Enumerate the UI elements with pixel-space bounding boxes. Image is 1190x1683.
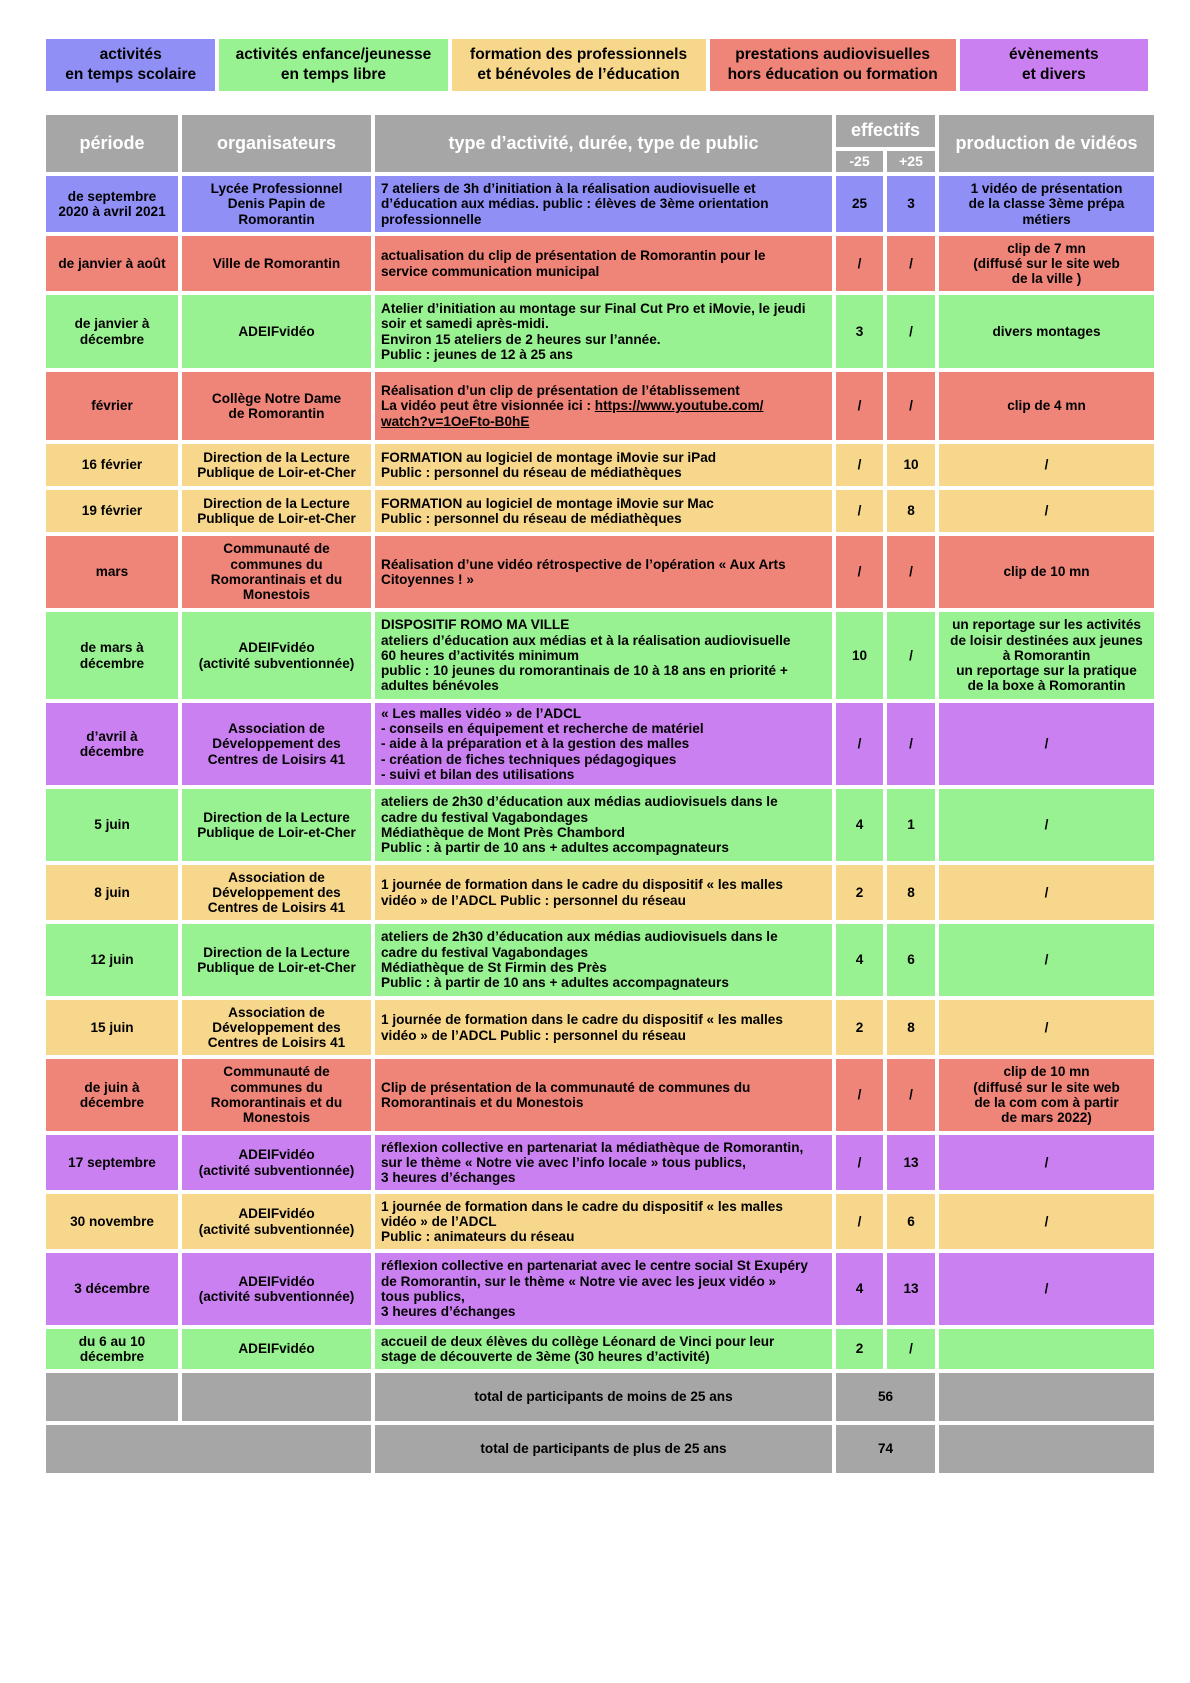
video-production-cell: / (939, 1000, 1154, 1055)
table-row (46, 612, 1154, 699)
period-cell: de mars à décembre (46, 612, 178, 699)
total-row-over-25 (46, 1425, 1154, 1473)
period-cell: 8 juin (46, 865, 178, 920)
organizer-cell: ADEIFvidéo (activité subventionnée) (182, 1194, 371, 1249)
over-25-count-cell: / (887, 703, 935, 785)
organizer-cell: Direction de la Lecture Publique de Loir-et-Cher (182, 789, 371, 861)
video-production-cell: / (939, 1135, 1154, 1190)
table-row (46, 1135, 1154, 1190)
under-25-count-cell: / (836, 703, 883, 785)
over-25-count-cell: 8 (887, 865, 935, 920)
activity-type-cell: FORMATION au logiciel de montage iMovie sur Mac Public : personnel du réseau de médiathèques (375, 490, 832, 532)
period-cell: du 6 au 10 décembre (46, 1329, 178, 1369)
period-cell: de janvier à décembre (46, 295, 178, 368)
legend-item-youth: activités enfance/jeunesse en temps libre (219, 39, 447, 91)
organizer-cell: ADEIFvidéo (activité subventionnée) (182, 1135, 371, 1190)
under-25-count-cell: / (836, 236, 883, 291)
over-25-count-cell: / (887, 1329, 935, 1369)
under-25-count-cell: / (836, 1059, 883, 1131)
video-production-cell: 1 vidéo de présentation de la classe 3ème prépa métiers (939, 176, 1154, 232)
video-production-cell: un reportage sur les activités de loisir destinées aux jeunes à Romorantin un reportage sur la pratique de la boxe à Romorantin (939, 612, 1154, 699)
over-25-count-cell: / (887, 295, 935, 368)
video-production-cell: / (939, 924, 1154, 996)
over-25-count-cell: 13 (887, 1253, 935, 1325)
total-over-25-value: 74 (836, 1425, 935, 1473)
over-25-count-cell: 6 (887, 924, 935, 996)
table-row (46, 1059, 1154, 1131)
activity-type-cell: FORMATION au logiciel de montage iMovie sur iPad Public : personnel du réseau de médiathèques (375, 444, 832, 486)
over-25-count-cell: 1 (887, 789, 935, 861)
under-25-count-cell: 2 (836, 865, 883, 920)
organizer-cell: Communauté de communes du Romorantinais et du Monestois (182, 536, 371, 608)
under-25-count-cell: / (836, 1135, 883, 1190)
video-production-cell: divers montages (939, 295, 1154, 368)
table-row (46, 865, 1154, 920)
over-25-count-cell: 13 (887, 1135, 935, 1190)
video-production-cell (939, 1329, 1154, 1369)
under-25-count-cell: 10 (836, 612, 883, 699)
table-row (46, 789, 1154, 861)
total-under-25-value: 56 (836, 1373, 935, 1421)
under-25-count-cell: / (836, 536, 883, 608)
activity-rows (46, 176, 1154, 1369)
table-row (46, 703, 1154, 785)
video-production-cell: / (939, 444, 1154, 486)
activity-type-cell: 1 journée de formation dans le cadre du dispositif « les malles vidéo » de l’ADCL Public : personnel du réseau (375, 1000, 832, 1055)
period-cell: février (46, 372, 178, 440)
period-cell: 12 juin (46, 924, 178, 996)
col-header-period: période (46, 115, 178, 172)
activity-table (42, 111, 1158, 1477)
video-production-cell: / (939, 865, 1154, 920)
under-25-count-cell: 4 (836, 789, 883, 861)
under-25-count-cell: / (836, 1194, 883, 1249)
over-25-count-cell: / (887, 612, 935, 699)
activity-type-cell: 7 ateliers de 3h d’initiation à la réalisation audiovisuelle et d’éducation aux médias. public : élèves de 3ème orientation professionnelle (375, 176, 832, 232)
activity-type-cell: Réalisation d’un clip de présentation de l’établissement La vidéo peut être visionnée ici : https://www.youtube.com/ watch?v=1OeFto-B0hE (375, 372, 832, 440)
legend-item-school: activités en temps scolaire (46, 39, 215, 91)
activity-type-cell: ateliers de 2h30 d’éducation aux médias audiovisuels dans le cadre du festival Vagabondages Médiathèque de Mont Près Chambord Public : à partir de 10 ans + adultes accompagnateurs (375, 789, 832, 861)
table-row (46, 295, 1154, 368)
period-cell: de septembre 2020 à avril 2021 (46, 176, 178, 232)
period-cell: 19 février (46, 490, 178, 532)
video-production-cell: / (939, 789, 1154, 861)
over-25-count-cell: / (887, 536, 935, 608)
organizer-cell: ADEIFvidéo (activité subventionnée) (182, 1253, 371, 1325)
activity-type-cell: Réalisation d’une vidéo rétrospective de l’opération « Aux Arts Citoyennes ! » (375, 536, 832, 608)
period-cell: d’avril à décembre (46, 703, 178, 785)
period-cell: de juin à décembre (46, 1059, 178, 1131)
video-production-cell: / (939, 1194, 1154, 1249)
video-production-cell: / (939, 490, 1154, 532)
total-row-under-25 (46, 1373, 1154, 1421)
over-25-count-cell: / (887, 372, 935, 440)
activity-type-cell: Atelier d’initiation au montage sur Final Cut Pro et iMovie, le jeudi soir et samedi après-midi. Environ 15 ateliers de 2 heures sur l’année. Public : jeunes de 12 à 25 ans (375, 295, 832, 368)
organizer-cell: Direction de la Lecture Publique de Loir-et-Cher (182, 490, 371, 532)
over-25-count-cell: 10 (887, 444, 935, 486)
video-link[interactable]: https://www.youtube.com/ watch?v=1OeFto-B0hE (381, 398, 764, 429)
col-header-video-production: production de vidéos (939, 115, 1154, 172)
over-25-count-cell: 6 (887, 1194, 935, 1249)
under-25-count-cell: 2 (836, 1000, 883, 1055)
table-row (46, 490, 1154, 532)
under-25-count-cell: 2 (836, 1329, 883, 1369)
organizer-cell: Lycée Professionnel Denis Papin de Romorantin (182, 176, 371, 232)
activity-type-cell: DISPOSITIF ROMO MA VILLE ateliers d’éducation aux médias et à la réalisation audiovisuelle 60 heures d’activités minimum public : 10 jeunes du romorantinais de 10 à 18 ans en priorité + adultes bénévoles (375, 612, 832, 699)
table-row (46, 536, 1154, 608)
over-25-count-cell: / (887, 1059, 935, 1131)
over-25-count-cell: 8 (887, 490, 935, 532)
table-row (46, 444, 1154, 486)
organizer-cell: Direction de la Lecture Publique de Loir-et-Cher (182, 924, 371, 996)
period-cell: 15 juin (46, 1000, 178, 1055)
col-header-activity-type: type d’activité, durée, type de public (375, 115, 832, 172)
period-cell: 3 décembre (46, 1253, 178, 1325)
table-row (46, 236, 1154, 291)
color-legend (46, 39, 1148, 91)
total-under-25-label: total de participants de moins de 25 ans (375, 1373, 832, 1421)
over-25-count-cell: 3 (887, 176, 935, 232)
under-25-count-cell: / (836, 490, 883, 532)
video-production-cell: clip de 7 mn (diffusé sur le site web de la ville ) (939, 236, 1154, 291)
under-25-count-cell: 4 (836, 924, 883, 996)
col-header-headcount: effectifs (836, 115, 935, 147)
video-production-cell: / (939, 703, 1154, 785)
col-header-organizers: organisateurs (182, 115, 371, 172)
over-25-count-cell: 8 (887, 1000, 935, 1055)
table-row (46, 924, 1154, 996)
video-production-cell: clip de 10 mn (diffusé sur le site web de la com com à partir de mars 2022) (939, 1059, 1154, 1131)
col-header-under-25: -25 (836, 151, 883, 172)
total-over-25-label: total de participants de plus de 25 ans (375, 1425, 832, 1473)
table-row (46, 372, 1154, 440)
video-production-cell: clip de 10 mn (939, 536, 1154, 608)
organizer-cell: Collège Notre Dame de Romorantin (182, 372, 371, 440)
over-25-count-cell: / (887, 236, 935, 291)
under-25-count-cell: / (836, 444, 883, 486)
table-row (46, 1194, 1154, 1249)
under-25-count-cell: 25 (836, 176, 883, 232)
under-25-count-cell: 3 (836, 295, 883, 368)
period-cell: 5 juin (46, 789, 178, 861)
table-row (46, 1000, 1154, 1055)
legend-item-audiovisual: prestations audiovisuelles hors éducation ou formation (710, 39, 956, 91)
under-25-count-cell: 4 (836, 1253, 883, 1325)
activity-type-cell: « Les malles vidéo » de l’ADCL - conseils en équipement et recherche de matériel - aide à la préparation et à la gestion des malles - création de fiches techniques pédagogiques - suivi et bilan des utilisations (375, 703, 832, 785)
col-header-over-25: +25 (887, 151, 935, 172)
table-row (46, 1253, 1154, 1325)
organizer-cell: ADEIFvidéo (182, 1329, 371, 1369)
organizer-cell: Ville de Romorantin (182, 236, 371, 291)
activity-type-cell: Clip de présentation de la communauté de communes du Romorantinais et du Monestois (375, 1059, 832, 1131)
legend-item-events: évènements et divers (960, 39, 1148, 91)
activity-type-cell: réflexion collective en partenariat la médiathèque de Romorantin, sur le thème « Notre vie avec l’info locale » tous publics, 3 heures d’échanges (375, 1135, 832, 1190)
activity-type-cell: 1 journée de formation dans le cadre du dispositif « les malles vidéo » de l’ADCL Public : personnel du réseau (375, 865, 832, 920)
organizer-cell: ADEIFvidéo (182, 295, 371, 368)
activity-type-cell: ateliers de 2h30 d’éducation aux médias audiovisuels dans le cadre du festival Vagabondages Médiathèque de St Firmin des Près Public : à partir de 10 ans + adultes accompagnateurs (375, 924, 832, 996)
organizer-cell: ADEIFvidéo (activité subventionnée) (182, 612, 371, 699)
video-production-cell: clip de 4 mn (939, 372, 1154, 440)
organizer-cell: Association de Développement des Centres de Loisirs 41 (182, 703, 371, 785)
table-row (46, 1329, 1154, 1369)
activity-type-cell: 1 journée de formation dans le cadre du dispositif « les malles vidéo » de l’ADCL Public : animateurs du réseau (375, 1194, 832, 1249)
period-cell: mars (46, 536, 178, 608)
activity-type-cell: actualisation du clip de présentation de Romorantin pour le service communication municipal (375, 236, 832, 291)
organizer-cell: Association de Développement des Centres de Loisirs 41 (182, 865, 371, 920)
period-cell: 16 février (46, 444, 178, 486)
period-cell: de janvier à août (46, 236, 178, 291)
organizer-cell: Direction de la Lecture Publique de Loir-et-Cher (182, 444, 371, 486)
video-production-cell: / (939, 1253, 1154, 1325)
table-row (46, 176, 1154, 232)
period-cell: 17 septembre (46, 1135, 178, 1190)
activity-type-cell: accueil de deux élèves du collège Léonard de Vinci pour leur stage de découverte de 3ème (30 heures d’activité) (375, 1329, 832, 1369)
under-25-count-cell: / (836, 372, 883, 440)
period-cell: 30 novembre (46, 1194, 178, 1249)
activity-type-cell: réflexion collective en partenariat avec le centre social St Exupéry de Romorantin, sur le thème « Notre vie avec les jeux vidéo » tous publics, 3 heures d’échanges (375, 1253, 832, 1325)
organizer-cell: Association de Développement des Centres de Loisirs 41 (182, 1000, 371, 1055)
legend-item-training: formation des professionnels et bénévoles de l’éducation (452, 39, 706, 91)
organizer-cell: Communauté de communes du Romorantinais et du Monestois (182, 1059, 371, 1131)
